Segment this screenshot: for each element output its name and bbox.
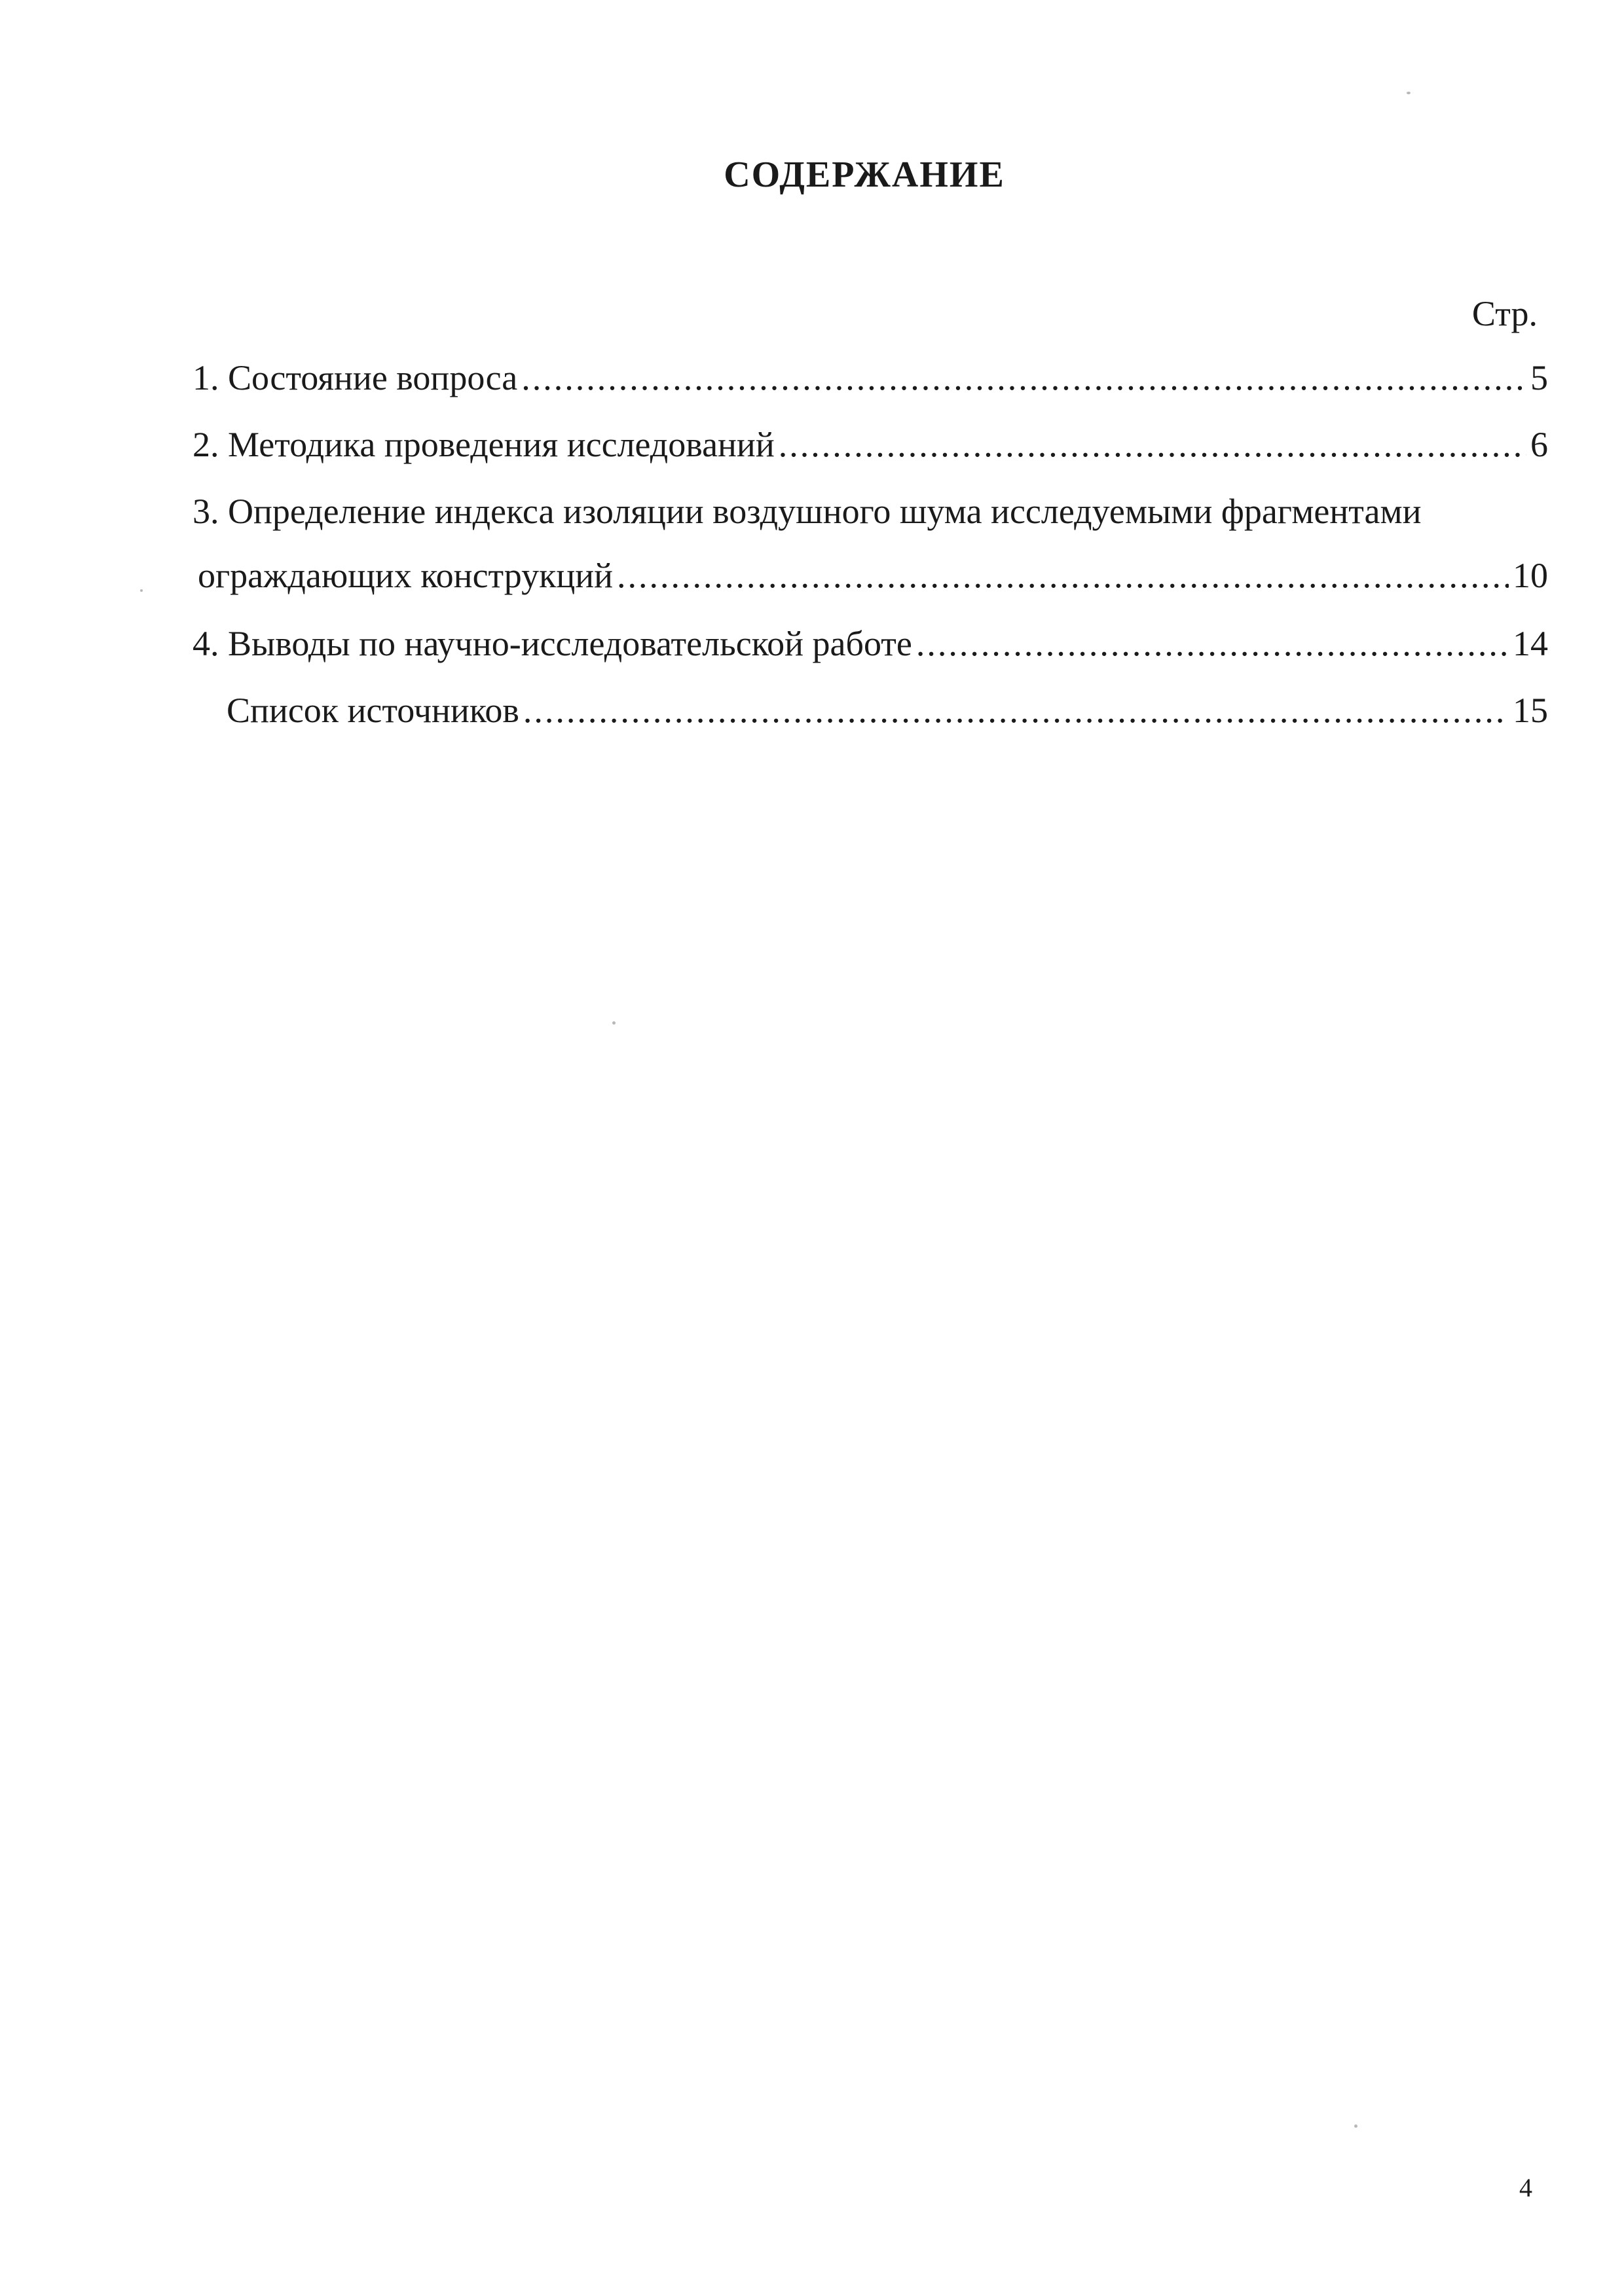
page-title: СОДЕРЖАНИЕ — [724, 155, 1005, 195]
dot-leader — [916, 626, 1509, 661]
toc-entry-page: 10 — [1513, 556, 1548, 595]
dot-leader — [779, 427, 1526, 462]
dot-leader — [617, 558, 1509, 593]
toc-entry-3 — [198, 558, 1548, 593]
toc-entry-title: 4. Выводы по научно-исследовательской работе — [193, 624, 912, 663]
page-column-label: Стр. — [1471, 294, 1538, 333]
toc-entry-3-line-1: 3. Определение индекса изоляции воздушного шума исследуемыми фрагментами — [193, 492, 1422, 531]
toc-entry-title: ограждающих конструкций — [198, 556, 614, 595]
scan-speck — [612, 1021, 616, 1025]
toc-entry-page: 15 — [1513, 691, 1548, 730]
toc-entry-2 — [193, 427, 1548, 462]
page-number: 4 — [1519, 2173, 1532, 2202]
toc-entry-page: 6 — [1530, 425, 1548, 464]
scan-speck — [1407, 92, 1411, 94]
toc-entry-page: 14 — [1513, 624, 1548, 663]
toc-entry-5 — [227, 693, 1548, 728]
dot-leader — [523, 693, 1509, 728]
toc-entry-page: 5 — [1530, 358, 1548, 397]
toc-entry-title: Список источников — [227, 691, 519, 730]
scan-speck — [1354, 2124, 1357, 2128]
dot-leader — [521, 360, 1526, 395]
toc-entry-title: 2. Методика проведения исследований — [193, 425, 775, 464]
scan-speck — [140, 589, 143, 592]
toc-entry-1 — [193, 360, 1548, 395]
toc-entry-4 — [193, 626, 1548, 661]
toc-entry-title: 1. Состояние вопроса — [193, 358, 518, 397]
